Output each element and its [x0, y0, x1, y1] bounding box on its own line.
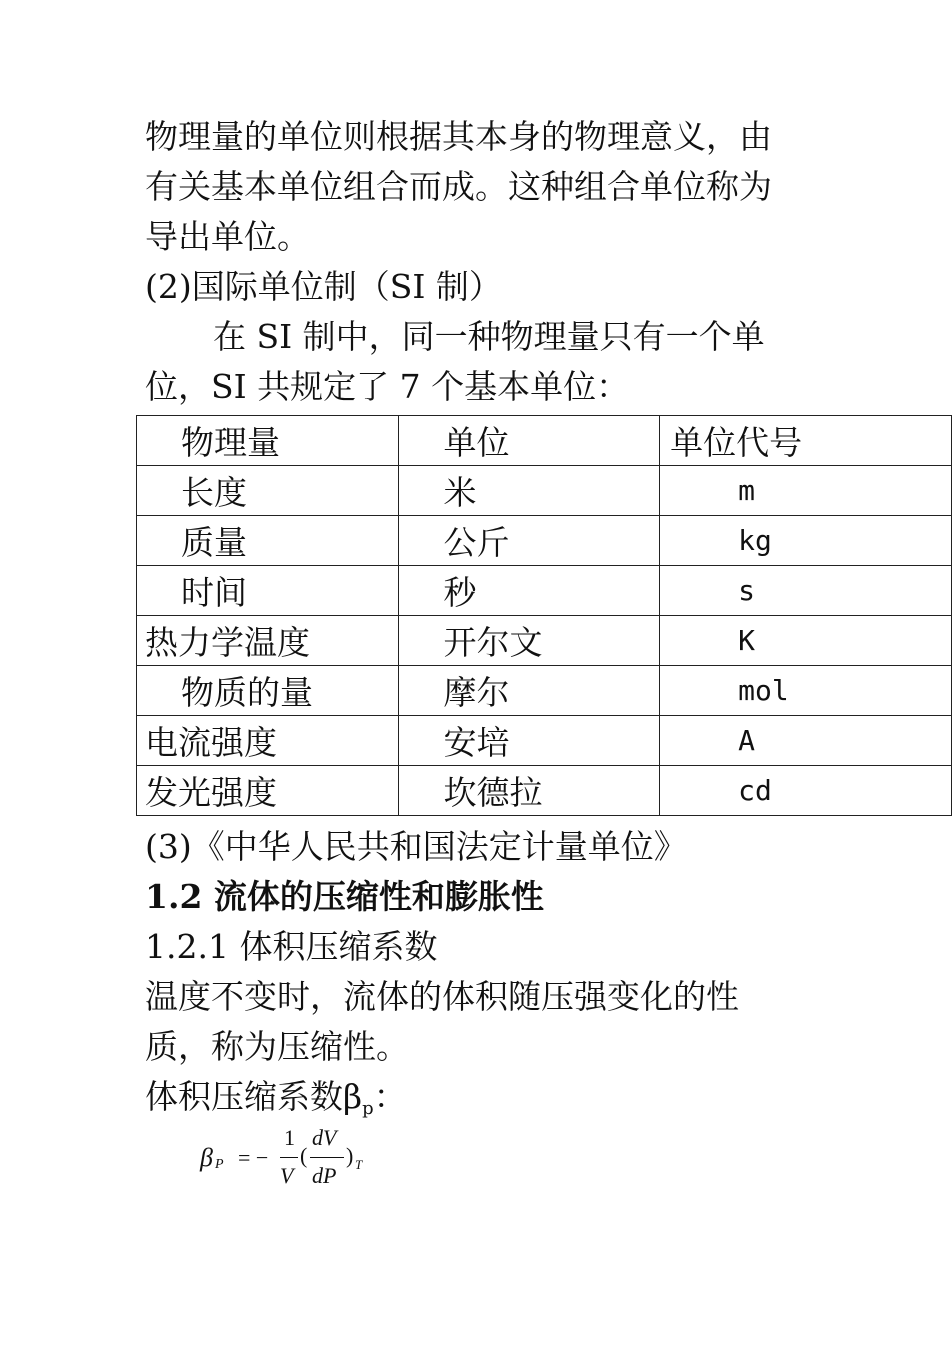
compressibility-formula — [200, 1125, 400, 1195]
formula-fraction-bar — [310, 1157, 344, 1158]
table-cell-symbol: kg — [660, 516, 952, 566]
formula-beta-sub: P — [215, 1157, 224, 1172]
intro-line: 导出单位。 — [145, 217, 310, 256]
intro-line: 有关基本单位组合而成。这种组合单位称为 — [145, 167, 772, 206]
coef-label: 体积压缩系数β — [145, 1077, 363, 1116]
table-cell-quantity: 质量 — [137, 516, 399, 566]
table-cell-symbol: mol — [660, 666, 952, 716]
section-law-heading: (3)《中华人民共和国法定计量单位》 — [145, 827, 687, 866]
coef-line — [145, 1072, 835, 1122]
table-row — [137, 766, 952, 816]
table-row — [137, 666, 952, 716]
section-si-heading: (2)国际单位制（SI 制） — [145, 267, 502, 306]
formula-left-paren: ( — [300, 1143, 308, 1168]
table-cell-symbol: K — [660, 616, 952, 666]
formula-fraction-bar — [280, 1157, 298, 1158]
formula-denominator-dp: dP — [312, 1163, 337, 1188]
formula-numerator-dv: dV — [312, 1125, 337, 1150]
table-cell-unit: 米 — [399, 466, 660, 516]
table-cell-symbol: cd — [660, 766, 952, 816]
formula-equals-minus: = − — [238, 1145, 269, 1170]
table-cell-symbol: A — [660, 716, 952, 766]
coef-subscript: p — [362, 1098, 374, 1119]
si-paragraph-line: 位，SI 共规定了 7 个基本单位： — [145, 367, 630, 406]
table-header-row — [137, 416, 952, 466]
formula-subscript-t: T — [355, 1157, 363, 1172]
table-cell-symbol: s — [660, 566, 952, 616]
intro-line: 物理量的单位则根据其本身的物理意义，由 — [145, 117, 772, 156]
si-paragraph-line: 在 SI 制中，同一种物理量只有一个单 — [213, 317, 765, 356]
table-cell-unit: 安培 — [399, 716, 660, 766]
table-header-cell: 单位 — [399, 416, 660, 466]
table-cell-unit: 公斤 — [399, 516, 660, 566]
heading-1-2: 1.2 流体的压缩性和膨胀性 — [145, 877, 544, 916]
table-row — [137, 466, 952, 516]
table-cell-unit: 开尔文 — [399, 616, 660, 666]
table-cell-quantity: 电流强度 — [137, 716, 399, 766]
intro-block — [145, 112, 825, 412]
compress-line: 质，称为压缩性。 — [145, 1027, 409, 1066]
si-units-table — [136, 415, 952, 816]
formula-numerator-one: 1 — [284, 1125, 295, 1150]
formula-beta: β — [200, 1143, 213, 1172]
heading-1-2-1: 1.2.1 体积压缩系数 — [145, 927, 438, 966]
formula-denominator-v: V — [280, 1163, 294, 1188]
table-cell-unit: 坎德拉 — [399, 766, 660, 816]
table-row — [137, 616, 952, 666]
table-cell-unit: 摩尔 — [399, 666, 660, 716]
table-cell-quantity: 物质的量 — [137, 666, 399, 716]
table-cell-unit: 秒 — [399, 566, 660, 616]
table-cell-quantity: 热力学温度 — [137, 616, 399, 666]
table-cell-quantity: 发光强度 — [137, 766, 399, 816]
table-header-cell: 单位代号 — [660, 416, 952, 466]
table-header-cell: 物理量 — [137, 416, 399, 466]
coef-colon: ： — [373, 1077, 407, 1116]
table-row — [137, 516, 952, 566]
table-cell-quantity: 长度 — [137, 466, 399, 516]
compress-line: 温度不变时，流体的体积随压强变化的性 — [145, 977, 739, 1016]
table-row — [137, 566, 952, 616]
table-cell-quantity: 时间 — [137, 566, 399, 616]
lower-block — [145, 822, 835, 1122]
table-row — [137, 716, 952, 766]
table-cell-symbol: m — [660, 466, 952, 516]
formula-right-paren: ) — [346, 1143, 354, 1168]
